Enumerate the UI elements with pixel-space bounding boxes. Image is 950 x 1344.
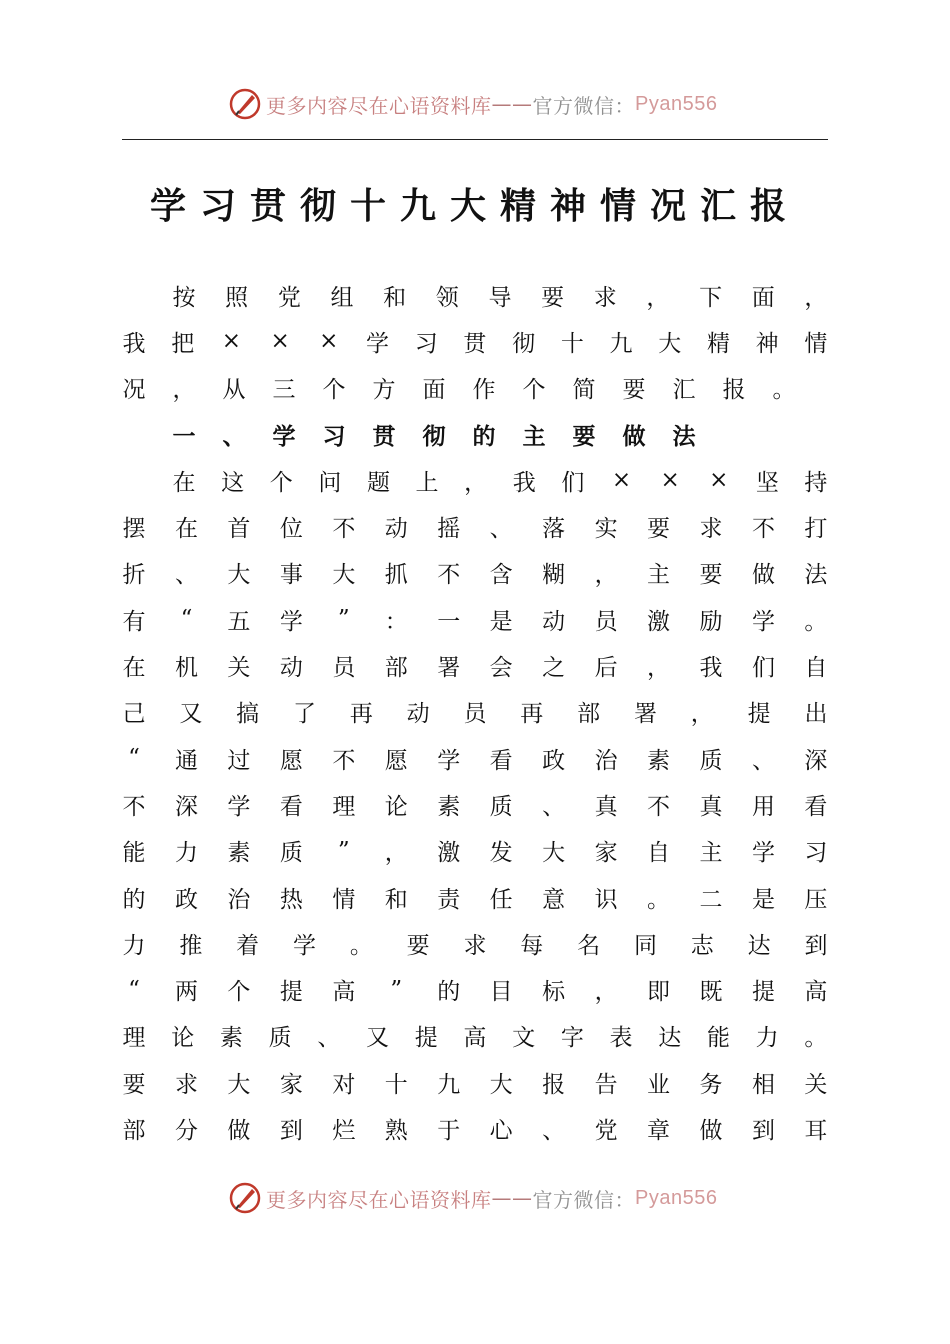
header-divider xyxy=(122,139,828,140)
text-line: 折 、 大 事 大 抓 不 含 糊 ， 主 要 做 法 xyxy=(122,562,828,589)
text-line: 的 政 治 热 情 和 责 任 意 识 。 二 是 压 xyxy=(122,886,828,913)
text-line: “ 两 个 提 高 ” 的 目 标 ， 即 既 提 高 xyxy=(128,976,828,1006)
text-line: 在 这 个 问 题 上 ， 我 们 × × × 坚 持 xyxy=(172,467,828,496)
text-line: 有 “ 五 学 ” ： 一 是 动 员 激 励 学 。 xyxy=(122,606,828,635)
document-title: 学习贯彻十九大精神情况汇报 xyxy=(149,185,800,227)
text-line: 理 论 素 质 、 又 提 高 文 字 表 达 能 力 。 xyxy=(122,1025,828,1052)
watermark-footer xyxy=(228,1178,717,1218)
text-line: 不 深 学 看 理 论 素 质 、 真 不 真 用 看 xyxy=(122,793,828,820)
watermark-brand: 更多内容尽在心语资料库 xyxy=(266,1187,492,1212)
text-line: 己 又 搞 了 再 动 员 再 部 署 ， 提 出 xyxy=(122,701,828,728)
watermark-brand: 更多内容尽在心语资料库 xyxy=(266,93,492,118)
text-line: 按 照 党 组 和 领 导 要 求 ， 下 面 ， xyxy=(172,284,828,311)
text-line: 摆 在 首 位 不 动 摇 、 落 实 要 求 不 打 xyxy=(122,516,828,543)
text-line: 能 力 素 质 ” ， 激 发 大 家 自 主 学 习 xyxy=(122,837,828,867)
watermark-handle: Pyan556 xyxy=(635,1186,718,1209)
watermark-official: 官方微信： xyxy=(532,93,635,118)
quill-logo-icon xyxy=(228,1181,262,1215)
quill-logo-icon xyxy=(228,87,262,121)
section-heading: 一 、 学 习 贯 彻 的 主 要 做 法 xyxy=(172,422,696,450)
watermark-dash: —— xyxy=(491,92,533,116)
watermark-header xyxy=(228,84,717,124)
text-line: 我 把 × × × 学 习 贯 彻 十 九 大 精 神 情 xyxy=(122,328,828,357)
watermark-official: 官方微信： xyxy=(532,1187,635,1212)
text-line: “ 通 过 愿 不 愿 学 看 政 治 素 质 、 深 xyxy=(128,745,828,774)
text-line: 在 机 关 动 员 部 署 会 之 后 ， 我 们 自 xyxy=(122,655,828,682)
watermark-dash: —— xyxy=(491,1186,533,1210)
text-line: 况 ， 从 三 个 方 面 作 个 简 要 汇 报 。 xyxy=(122,377,796,404)
text-line: 要 求 大 家 对 十 九 大 报 告 业 务 相 关 xyxy=(122,1071,828,1098)
document-body xyxy=(122,272,828,1152)
watermark-handle: Pyan556 xyxy=(635,92,718,115)
text-line: 力 推 着 学 。 要 求 每 名 同 志 达 到 xyxy=(122,932,828,959)
text-line: 部 分 做 到 烂 熟 于 心 、 党 章 做 到 耳 xyxy=(122,1117,828,1144)
